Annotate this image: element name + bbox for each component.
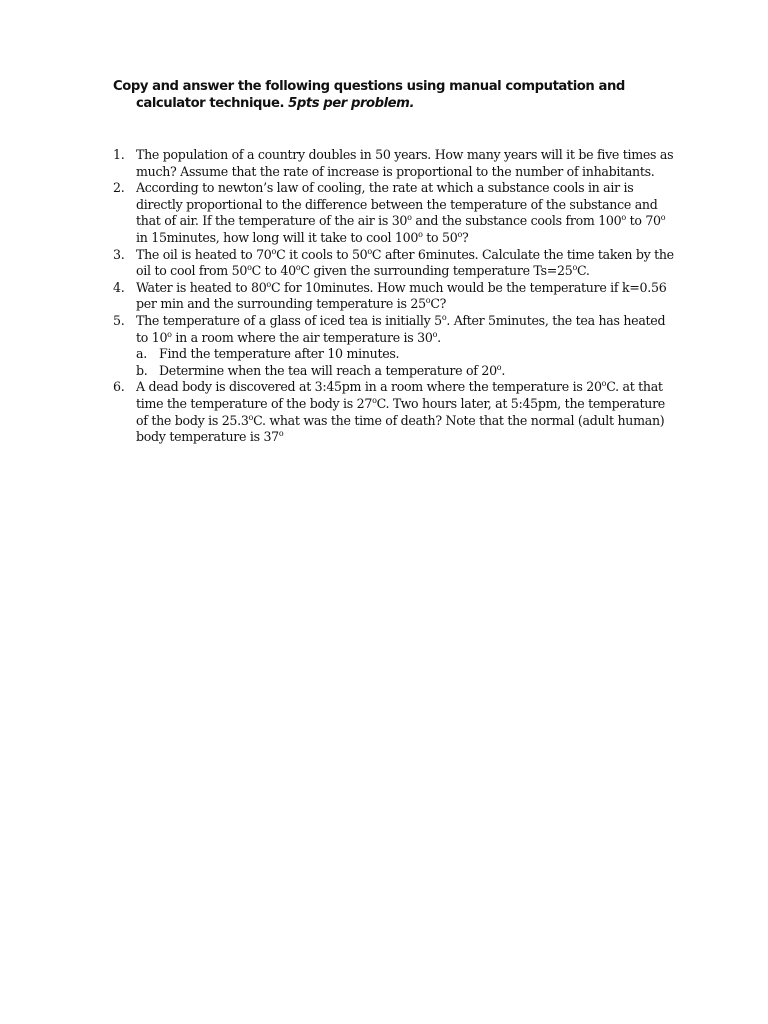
question-number: 2. (113, 180, 125, 196)
sub-question-a (136, 346, 679, 363)
question-3 (113, 247, 679, 280)
sub-question-letter: a. (136, 346, 147, 362)
question-number: 3. (113, 246, 125, 262)
question-text: Water is heated to 80$^o$C for 10minutes. How much would be the temperature if k=0.56 per min and the surrounding temperature is 25$^o$C? (136, 279, 667, 312)
question-1 (113, 147, 679, 180)
question-number: 1. (113, 147, 125, 162)
question-text: The temperature of a glass of iced tea is initially 5$^o$. After 5minutes, the tea has heated to 10$^o$ in a room where the air temperature is 30$^o$. (136, 312, 666, 345)
question-number: 6. (113, 379, 125, 395)
instruction-text: Copy and answer the following questions using manual computation and calculator technique. (113, 79, 625, 111)
sub-question-letter: b. (136, 362, 148, 378)
instruction-points: 5pts per problem. (288, 96, 415, 111)
sub-question-text: Determine when the tea will reach a temperature of 20$^o$. (159, 362, 506, 378)
question-text: The population of a country doubles in 50 years. How many years will it be five times as much? Assume that the rate of increase is proportional to the number of inhabitants. (136, 147, 674, 179)
sub-question-b (136, 363, 679, 380)
question-6 (113, 379, 679, 445)
question-5 (113, 313, 679, 379)
question-number: 4. (113, 279, 125, 295)
instruction-heading (113, 78, 696, 112)
question-number: 5. (113, 312, 125, 328)
question-text: According to newton’s law of cooling, the rate at which a substance cools in air is directly proportional to the difference between the temperature of the substance and that of air. If the temperature of the air is 30$^o$ and the substance cools from 100$^o$ to 70$^o$ in 15minutes, how long will it take to cool 100$^o$ to 50$^o$? (136, 180, 666, 245)
question-text: A dead body is discovered at 3:45pm in a room where the temperature is 20$^o$C. at that time the temperature of the body is 27$^o$C. Two hours later, at 5:45pm, the temperature of the body is 25.3$^o$C. what was the time of death? Note that the normal (adult human) body temperature is 37$^o$ (136, 379, 665, 445)
question-2 (113, 180, 679, 246)
question-4 (113, 280, 679, 313)
question-text: The oil is heated to 70$^o$C it cools to 50$^o$C after 6minutes. Calculate the time taken by the oil to cool from 50$^o$C to 40$^o$C given the surrounding temperature $Ts=25^oC$. (136, 246, 674, 279)
sub-question-text: Find the temperature after 10 minutes. (159, 346, 400, 362)
question-list (113, 147, 679, 446)
